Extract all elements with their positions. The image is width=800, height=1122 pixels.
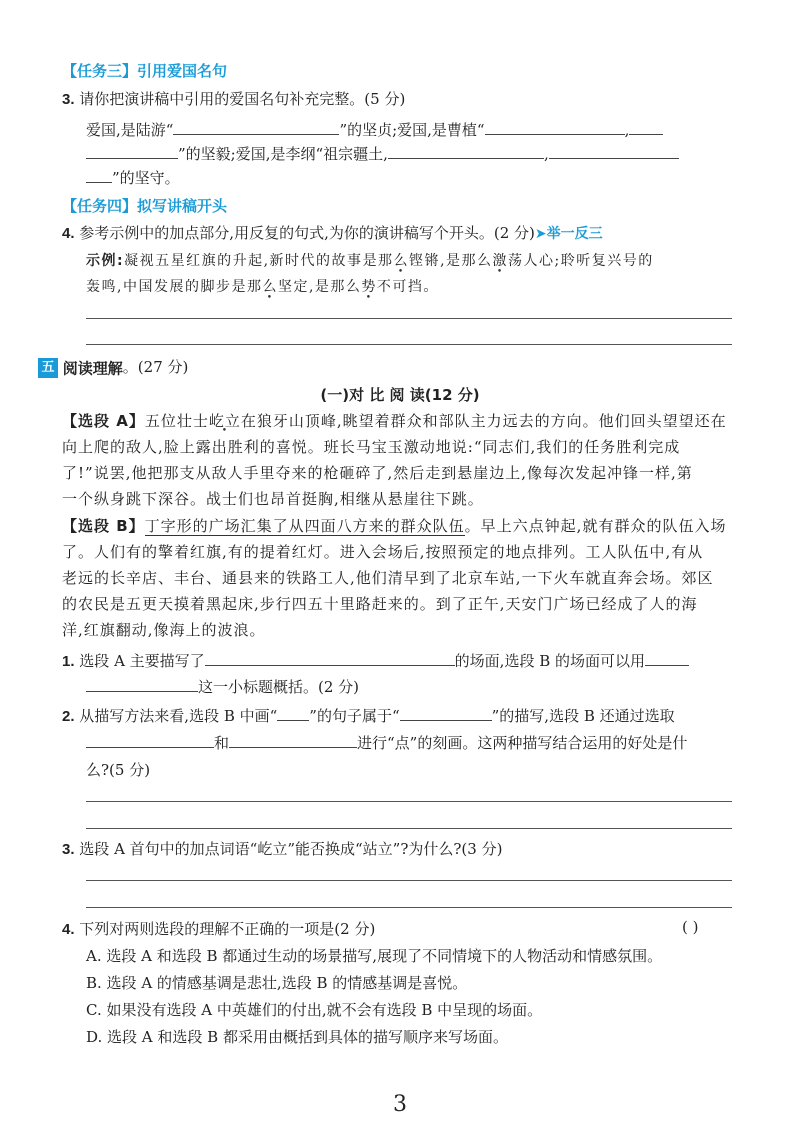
answer-line[interactable] xyxy=(86,880,732,881)
fill-blank-4[interactable] xyxy=(388,144,544,159)
option-b[interactable]: B. 选段 A 的情感基调是悲壮,选段 B 的情感基调是喜悦。 xyxy=(86,974,468,992)
passage-a-line3: 了!”说罢,他把那支从敌人手里夺来的枪砸碎了,然后走到悬崖边上,像每次发起冲锋一样,第 xyxy=(62,464,693,482)
fill-blank[interactable] xyxy=(86,733,214,748)
example-line1 xyxy=(86,250,654,270)
question-number: 4. xyxy=(62,921,75,938)
question-text: 参考示例中的加点部分,用反复的句式,为你的演讲稿写个开头。(2 分) xyxy=(79,224,535,242)
passage-b-line3: 老远的长辛店、丰台、通县来的铁路工人,他们清早到了北京车站,一下火车就直奔会场。郊区 xyxy=(62,569,714,587)
text-segment: ”的坚贞;爱国,是曹植“ xyxy=(339,121,485,139)
passage-a-line2: 向上爬的敌人,脸上露出胜利的喜悦。班长马宝玉激动地说:“同志们,我们的任务胜利完成 xyxy=(62,438,681,456)
example-label: 示例: xyxy=(86,253,125,269)
reading-q2-line2 xyxy=(86,732,687,753)
passage-b-line1 xyxy=(62,515,726,536)
passage-a-line1 xyxy=(62,410,727,431)
text-segment: 从描写方法来看,选段 B 中画“ xyxy=(79,707,278,725)
text-segment: 五位壮士 xyxy=(144,412,209,430)
reading-q3 xyxy=(62,838,502,859)
emphasis-text: 是那么铿锵 • xyxy=(363,253,441,269)
answer-line[interactable] xyxy=(86,907,732,908)
passage-tag: 【选段 B】 xyxy=(62,517,145,535)
question-3-line2 xyxy=(86,143,679,164)
question-3-prompt xyxy=(62,88,405,109)
example-line2 xyxy=(86,276,439,296)
question-text: 选段 A 首句中的加点词语“屹立”能否换成“站立”?为什么?(3 分) xyxy=(79,840,503,858)
question-text: 请你把演讲稿中引用的爱国名句补充完整。(5 分) xyxy=(79,90,406,108)
text-segment: 凝视五星红旗的升起,新时代的故事 xyxy=(124,253,363,269)
fill-blank-1[interactable] xyxy=(173,120,339,135)
reading-q2-line3: 么?(5 分) xyxy=(86,761,151,779)
fill-blank[interactable] xyxy=(229,733,357,748)
fill-blank[interactable] xyxy=(205,651,455,666)
extension-tag: ➤举一反三 xyxy=(534,226,603,242)
text-segment: 轰鸣,中国发展的脚步 xyxy=(86,279,232,295)
text-segment: 进行“点”的刻画。这两种描写结合运用的好处是什 xyxy=(357,734,688,752)
question-3-line1 xyxy=(86,119,663,140)
question-number: 2. xyxy=(62,708,75,725)
answer-paren[interactable]: ( ) xyxy=(682,918,699,936)
text-segment: , xyxy=(440,253,447,269)
answer-line[interactable] xyxy=(86,344,732,345)
task4-heading: 【任务四】拟写讲稿开头 xyxy=(62,197,228,215)
reading-title: (一)对 比 阅 读(12 分) xyxy=(320,386,480,404)
answer-line[interactable] xyxy=(86,801,732,802)
reading-q1-line1 xyxy=(62,650,689,671)
answer-line[interactable] xyxy=(86,318,732,319)
question-4-prompt xyxy=(62,222,603,243)
reading-q1-line2 xyxy=(86,676,359,697)
option-c[interactable]: C. 如果没有选段 A 中英雄们的付出,就不会有选段 B 中呈现的场面。 xyxy=(86,1001,543,1019)
passage-b-line5: 洋,红旗翻动,像海上的波浪。 xyxy=(62,621,266,639)
text-segment: ”的坚守。 xyxy=(112,169,180,187)
fill-blank-5a[interactable] xyxy=(549,144,679,159)
text-segment: ;聆听复兴号的 xyxy=(554,253,654,269)
question-number: 3. xyxy=(62,841,75,858)
emphasis-text: 是那么激荡人心 • xyxy=(446,253,555,269)
question-number: 3. xyxy=(62,91,75,108)
page-number: 3 xyxy=(393,1092,407,1117)
task3-heading: 【任务三】引用爱国名句 xyxy=(62,62,228,80)
fill-blank-3a[interactable] xyxy=(629,120,663,135)
option-d[interactable]: D. 选段 A 和选段 B 都采用由概括到具体的描写顺序来写场面。 xyxy=(86,1028,508,1046)
passage-tag: 【选段 A】 xyxy=(62,412,145,430)
section-title: 阅读理解 xyxy=(62,359,123,378)
underlined-sentence: 丁字形的广场汇集了从四面八方来的群众队伍 xyxy=(144,517,465,535)
fill-blank[interactable] xyxy=(645,651,689,666)
fill-blank[interactable] xyxy=(86,677,198,692)
text-segment: ”的描写,选段 B 还通过选取 xyxy=(491,707,675,725)
text-segment: 。 xyxy=(423,279,439,295)
text-segment: , xyxy=(624,121,630,139)
emphasis-text: 是那么势不可挡 • xyxy=(315,279,424,295)
text-segment: ”的句子属于“ xyxy=(309,707,400,725)
text-segment: 这一小标题概括。(2 分) xyxy=(198,678,360,696)
text-segment: 和 xyxy=(214,734,230,752)
text-segment: 的场面,选段 B 的场面可以用 xyxy=(454,652,646,670)
option-a[interactable]: A. 选段 A 和选段 B 都通过生动的场景描写,展现了不同情境下的人物活动和情感氛围。 xyxy=(86,947,663,965)
fill-blank-5b[interactable] xyxy=(86,168,112,183)
passage-b-line2: 了。人们有的擎着红旗,有的提着红灯。进入会场后,按照预定的地点排列。工人队伍中,有从 xyxy=(62,543,704,561)
reading-q2-line1 xyxy=(62,705,675,726)
text-segment: ”的坚毅;爱国,是李纲“祖宗疆土, xyxy=(178,145,388,163)
section-5-heading xyxy=(38,356,188,379)
text-segment: 在狼牙山顶峰,眺望着群众和部队主力远去的方向。他们回头望望还在 xyxy=(240,412,727,430)
question-3-line3 xyxy=(86,167,180,188)
text-segment: 。早上六点钟起,就有群众的队伍入场 xyxy=(464,517,727,535)
section-score: 。(27 分) xyxy=(122,358,189,376)
section-badge: 五 xyxy=(38,358,58,378)
answer-line[interactable] xyxy=(86,828,732,829)
passage-b-line4: 的农民是五更天摸着黑起床,步行四五十里路赶来的。到了正午,天安门广场已经成了人的海 xyxy=(62,595,698,613)
question-text: 下列对两则选段的理解不正确的一项是(2 分) xyxy=(79,920,376,938)
fill-blank-3b[interactable] xyxy=(86,144,178,159)
text-segment: , xyxy=(543,145,549,163)
text-segment: 爱国,是陆游“ xyxy=(86,121,174,139)
passage-a-line4: 一个纵身跳下深谷。战士们也昂首挺胸,相继从悬崖往下跳。 xyxy=(62,490,484,508)
fill-blank-2[interactable] xyxy=(485,120,625,135)
reading-q4 xyxy=(62,918,375,939)
emphasis-text: 是那么坚定 • xyxy=(231,279,309,295)
fill-blank[interactable] xyxy=(277,706,309,721)
question-number: 1. xyxy=(62,653,75,670)
question-number: 4. xyxy=(62,225,75,242)
text-segment: 选段 A 主要描写了 xyxy=(79,652,205,670)
emphasis-word: 屹立 xyxy=(208,412,241,430)
text-segment: , xyxy=(308,279,315,295)
fill-blank[interactable] xyxy=(400,706,492,721)
